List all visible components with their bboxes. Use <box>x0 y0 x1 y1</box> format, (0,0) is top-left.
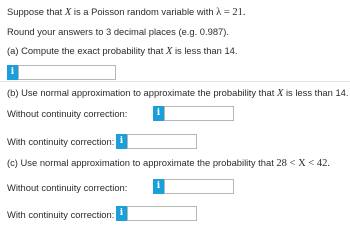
intro-text-cont: is a Poisson random variable with <box>71 6 217 17</box>
rounding-instruction: Round your answers to 3 decimal places (e.g. 0.987). <box>7 26 229 37</box>
info-icon[interactable]: i <box>153 106 164 121</box>
intro-text: Suppose that <box>7 6 65 17</box>
variable-x: X <box>64 7 72 18</box>
info-icon[interactable]: i <box>116 206 127 221</box>
info-icon[interactable]: i <box>116 134 127 149</box>
part-c-with-label: With continuity correction: <box>7 209 115 220</box>
part-a-text-cont: is less than 14. <box>172 45 238 56</box>
part-b-text-cont: is less than 14. <box>283 87 349 98</box>
info-icon[interactable]: i <box>7 65 18 80</box>
part-c-without-input[interactable] <box>164 179 234 194</box>
problem-statement <box>7 6 246 18</box>
part-a-text: (a) Compute the exact probability that <box>7 45 166 56</box>
section-divider <box>0 81 350 82</box>
part-c-question <box>7 157 330 169</box>
part-b-with-label: With continuity correction: <box>7 136 115 147</box>
variable-x: X <box>165 46 173 57</box>
part-b-without-label: Without continuity correction: <box>7 108 128 119</box>
part-b-with-input[interactable] <box>127 134 197 149</box>
part-b-without-input[interactable] <box>164 106 234 121</box>
range-expression: 28 < X < 42. <box>276 158 330 169</box>
part-b-question <box>7 87 349 99</box>
part-a-question <box>7 45 238 57</box>
part-a-answer-input[interactable] <box>18 65 116 80</box>
variable-x: X <box>276 88 284 99</box>
info-icon[interactable]: i <box>153 179 164 194</box>
part-b-text: (b) Use normal approximation to approximate the probability that <box>7 87 277 98</box>
lambda-value: λ = 21. <box>216 7 246 18</box>
part-c-without-label: Without continuity correction: <box>7 182 128 193</box>
part-c-with-input[interactable] <box>127 206 197 221</box>
part-c-text: (c) Use normal approximation to approximate the probability that <box>7 157 277 168</box>
